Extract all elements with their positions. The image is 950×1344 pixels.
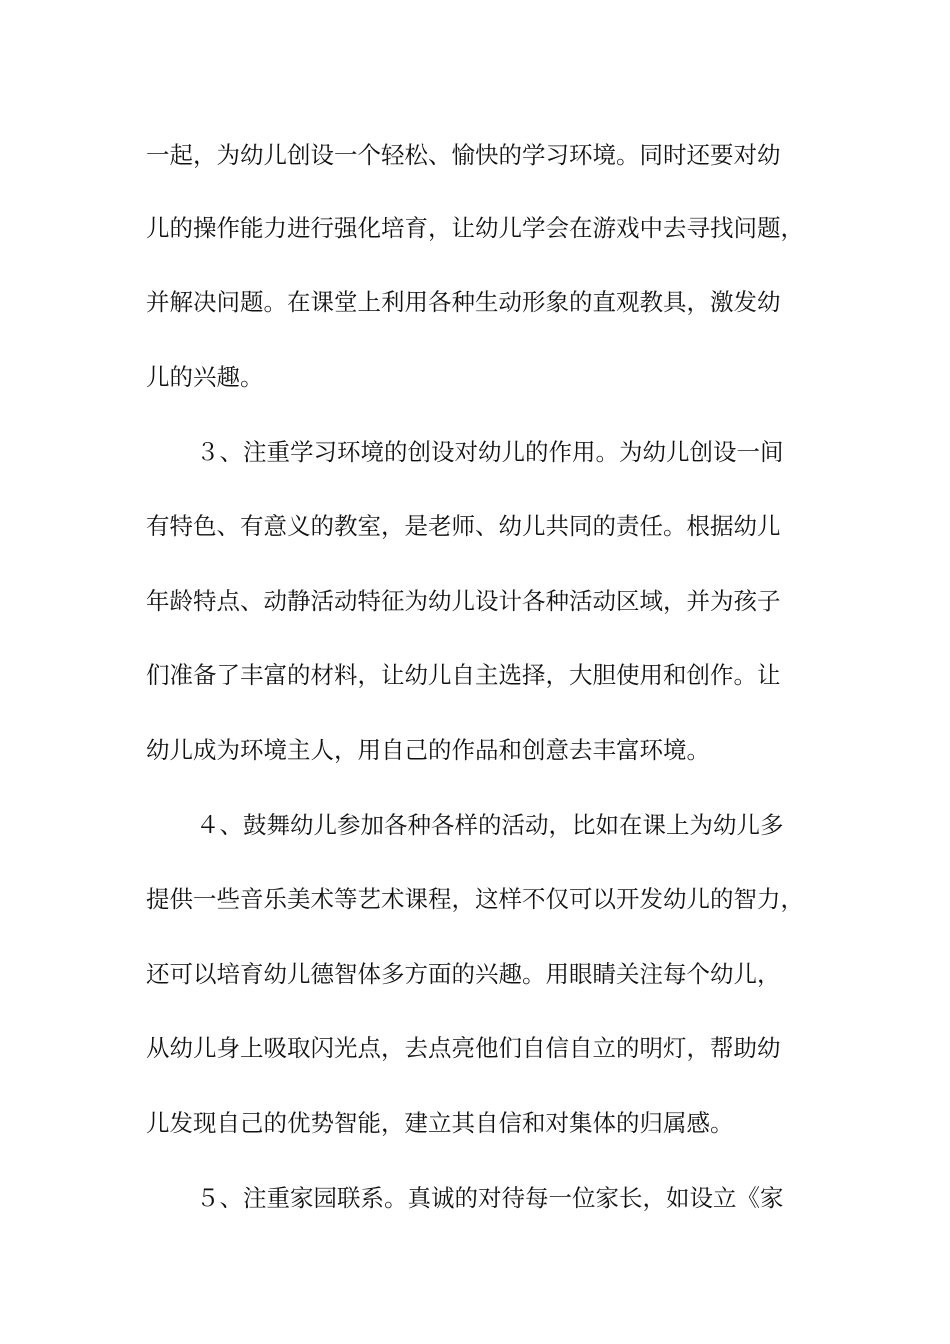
text-line-4: 儿的兴趣。 <box>146 363 264 391</box>
text-line-11: 提供一些音乐美术等艺术课程，这样不仅可以开发幼儿的智力， <box>146 885 804 913</box>
text-line-9: 幼儿成为环境主人，用自己的作品和创意去丰富环境。 <box>146 736 710 764</box>
text-line-1: 一起，为幼儿创设一个轻松、愉快的学习环境。同时还要对幼 <box>146 141 781 169</box>
text-line-12: 还可以培育幼儿德智体多方面的兴趣。用眼睛关注每个幼儿， <box>146 960 781 988</box>
text-line-14: 儿发现自己的优势智能，建立其自信和对集体的归属感。 <box>146 1109 734 1137</box>
text-line-10: ４、鼓舞幼儿参加各种各样的活动，比如在课上为幼儿多 <box>196 811 784 839</box>
text-line-8: 们准备了丰富的材料，让幼儿自主选择，大胆使用和创作。让 <box>146 661 781 689</box>
text-line-3: 并解决问题。在课堂上利用各种生动形象的直观教具，激发幼 <box>146 288 781 316</box>
text-line-15: ５、注重家园联系。真诚的对待每一位家长，如设立《家 <box>196 1184 784 1212</box>
text-line-7: 年龄特点、动静活动特征为幼儿设计各种活动区域，并为孩子 <box>146 587 781 615</box>
text-line-2: 儿的操作能力进行强化培育，让幼儿学会在游戏中去寻找问题， <box>146 214 804 242</box>
text-line-5: ３、注重学习环境的创设对幼儿的作用。为幼儿创设一间 <box>196 438 784 466</box>
text-line-13: 从幼儿身上吸取闪光点，去点亮他们自信自立的明灯，帮助幼 <box>146 1034 781 1062</box>
text-line-6: 有特色、有意义的教室，是老师、幼儿共同的责任。根据幼儿 <box>146 512 781 540</box>
